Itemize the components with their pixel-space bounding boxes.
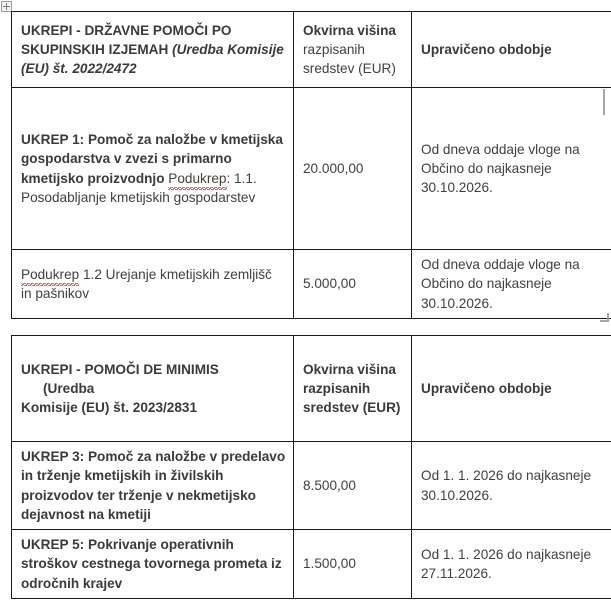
header-cell-period xyxy=(412,12,611,88)
cell-period xyxy=(412,442,611,530)
header-measure-regulation: (Uredba Komisije (EU) št. 2022/2472 xyxy=(21,41,284,77)
amount-value: 20.000,00 xyxy=(303,160,364,176)
submeasure-rest: : 1.1. Posodabljanje kmetijskih gospodarstev xyxy=(21,170,257,205)
table-header-row xyxy=(12,336,611,442)
measure-title: UKREP 1: Pomoč za naložbe v kmetijska gospodarstva v zvezi s primarno kmetijsko proizvodnjo xyxy=(21,131,283,186)
amount-value: 5.000,00 xyxy=(303,276,356,292)
spellcheck-word: Podukrep xyxy=(21,265,79,284)
table-row xyxy=(12,250,611,319)
cell-period xyxy=(412,250,611,319)
header-cell-measure xyxy=(12,336,294,442)
period-value: Od 1. 1. 2026 do najkasneje 27.11.2026. xyxy=(421,546,592,582)
cell-amount xyxy=(294,442,412,530)
header-cell-period xyxy=(412,336,611,442)
header-cell-measure xyxy=(12,12,294,88)
table-resize-handle-corner-1[interactable] xyxy=(600,313,609,322)
submeasure-text xyxy=(21,267,272,301)
table-row xyxy=(12,530,611,599)
measure-title: UKREP 5: Pokrivanje operativnih stroškov cestnega tovornega prometa iz odročnih krajev xyxy=(21,537,282,591)
table-resize-handle-right-1[interactable] xyxy=(603,89,605,115)
header-cell-amount xyxy=(294,12,412,88)
measure-title: UKREP 3: Pomoč za naložbe v predelavo in trženje kmetijskih in živilskih proizvodov ter trženje v nekmetijsko dejavnost na kmetiji xyxy=(21,449,286,522)
cell-period xyxy=(412,530,611,599)
cell-measure xyxy=(12,442,294,530)
header-measure-line3: Komisije (EU) št. 2023/2831 xyxy=(21,400,198,416)
cell-amount xyxy=(294,250,412,319)
table-header-row xyxy=(12,12,611,88)
header-measure-line1: UKREPI - POMOČI DE MINIMIS xyxy=(21,361,219,377)
table-pomoci-de-minimis xyxy=(11,335,611,599)
amount-value: 8.500,00 xyxy=(303,477,356,493)
cell-amount xyxy=(294,530,412,599)
table-row xyxy=(12,442,611,530)
cell-amount xyxy=(294,88,412,250)
cell-measure xyxy=(12,88,294,250)
header-amount-bold: Okvirna višina xyxy=(303,22,396,38)
table-row xyxy=(12,88,611,250)
cell-measure xyxy=(12,250,294,319)
cell-measure xyxy=(12,530,294,599)
header-period-label: Upravičeno obdobje xyxy=(421,41,552,57)
cell-period xyxy=(412,88,611,250)
amount-value: 1.500,00 xyxy=(303,556,356,572)
header-amount-regular: razpisanih sredstev (EUR) xyxy=(303,41,396,77)
period-value: Od 1. 1. 2026 do najkasneje 30.10.2026. xyxy=(421,468,592,503)
header-amount-label: Okvirna višina razpisanih sredstev (EUR) xyxy=(303,361,401,416)
spellcheck-word: Podukrep xyxy=(168,169,226,188)
header-measure-title: UKREPI - DRŽAVNE POMOČI PO SKUPINSKIH IZJEMAH xyxy=(21,22,232,57)
submeasure-rest: 1.2 Urejanje kmetijskih zemljišč in pašnikov xyxy=(21,266,272,301)
header-cell-amount xyxy=(294,336,412,442)
period-value: Od dneva oddaje vloge na Občino do najkasneje 30.10.2026. xyxy=(421,257,580,311)
header-measure-line2: (Uredba xyxy=(43,380,95,396)
period-value: Od dneva oddaje vloge na Občino do najkasneje 30.10.2026. xyxy=(421,141,580,196)
table-drzavne-pomoci xyxy=(11,11,611,319)
header-period-label: Upravičeno obdobje xyxy=(421,380,552,396)
